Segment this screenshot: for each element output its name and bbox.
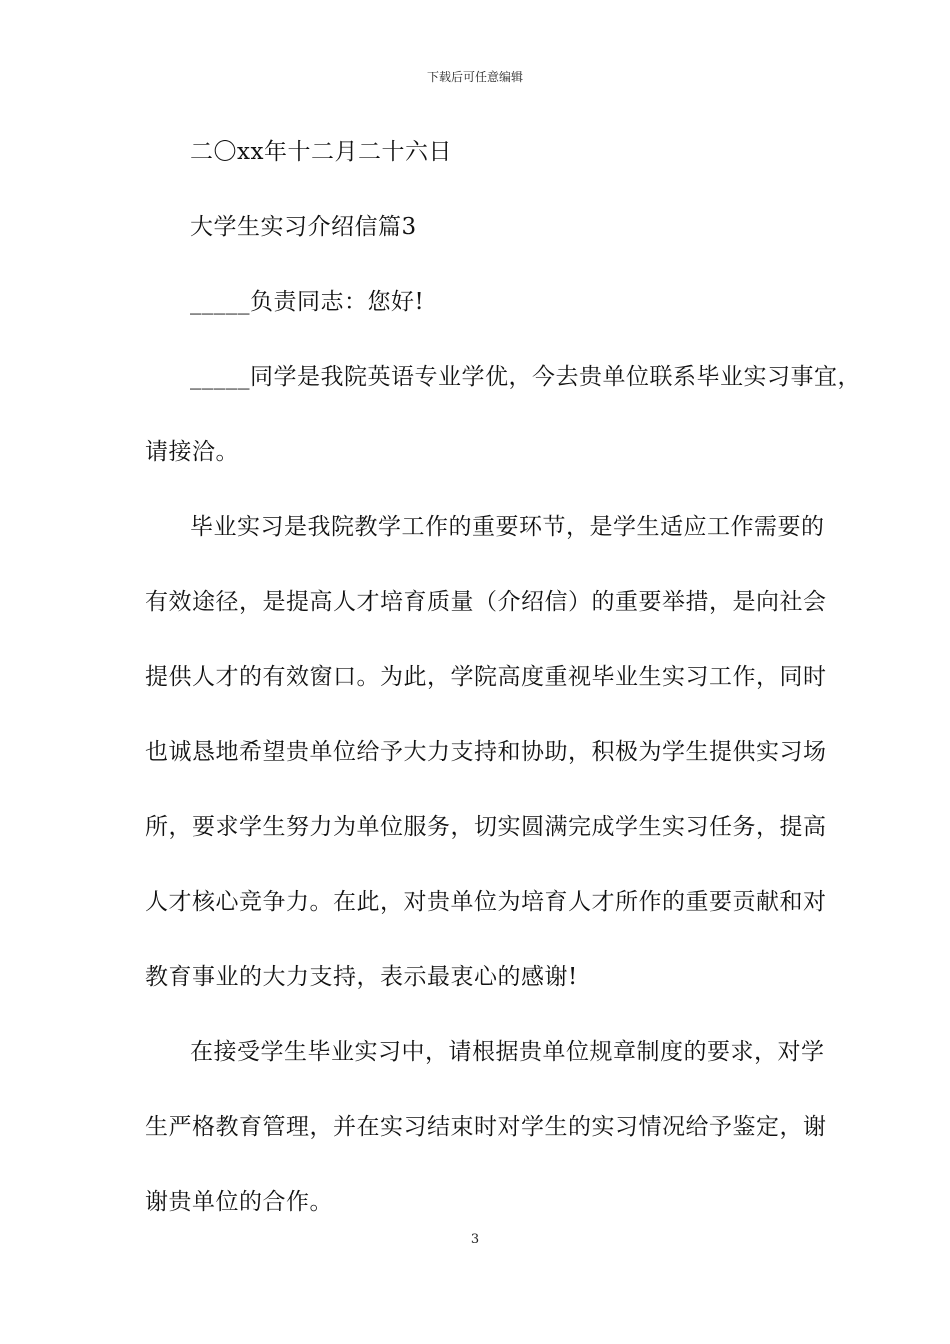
page-header: 下载后可任意编辑	[426, 70, 523, 84]
paragraph-1-line-2: 请接洽。	[145, 439, 239, 465]
paragraph-2-line-5: 所，要求学生努力为单位服务，切实圆满完成学生实习任务，提高	[145, 814, 827, 840]
paragraph-2-line-4: 也诚恳地希望贵单位给予大力支持和协助，积极为学生提供实习场	[145, 739, 827, 765]
paragraph-2-line-6: 人才核心竞争力。在此，对贵单位为培育人才所作的重要贡献和对	[145, 889, 827, 915]
paragraph-3-line-2: 生严格教育管理，并在实习结束时对学生的实习情况给予鉴定，谢	[145, 1114, 827, 1140]
page-number: 3	[470, 1232, 480, 1247]
section-title: 大学生实习介绍信篇3	[190, 214, 417, 240]
paragraph-2-line-2: 有效途径，是提高人才培育质量（介绍信）的重要举措，是向社会	[145, 589, 827, 615]
salutation: _____负责同志：您好!	[190, 289, 425, 315]
paragraph-2-line-3: 提供人才的有效窗口。为此，学院高度重视毕业生实习工作，同时	[145, 664, 827, 690]
paragraph-3-line-3: 谢贵单位的合作。	[145, 1189, 333, 1215]
paragraph-2-line-7: 教育事业的大力支持，表示最衷心的感谢!	[145, 964, 578, 990]
paragraph-1-line-1: _____同学是我院英语专业学优，今去贵单位联系毕业实习事宜，	[190, 364, 861, 390]
paragraph-2-line-1: 毕业实习是我院教学工作的重要环节，是学生适应工作需要的	[190, 514, 825, 540]
paragraph-3-line-1: 在接受学生毕业实习中，请根据贵单位规章制度的要求，对学	[190, 1039, 825, 1065]
date-line: 二〇xx年十二月二十六日	[190, 139, 452, 165]
